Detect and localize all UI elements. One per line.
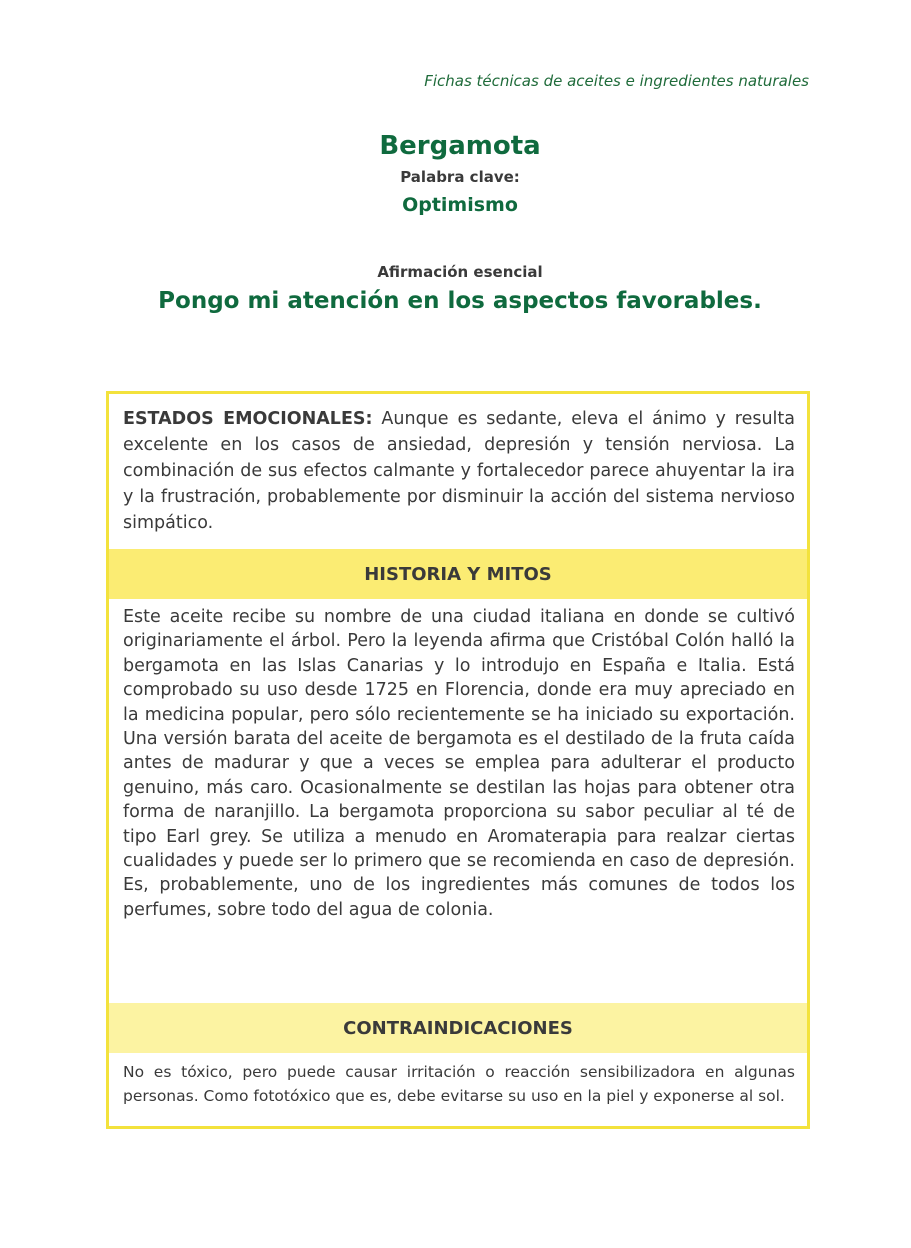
affirmation-label: Afirmación esencial <box>377 263 543 281</box>
history-text: Este aceite recibe su nombre de una ciudad italiana en donde se cultivó originariamente el árbol. Pero la leyenda afirma que Cristóbal Colón halló la bergamota en las Islas Canarias y lo introdujo en España e Italia. Está comprobado su uso desde 1725 en Florencia, donde era muy apreciado en la medicina popular, pero sólo recientemente se ha iniciado su exportación. Una versión barata del aceite de bergamota es el destilado de la fruta caída antes de madurar y que a veces se emplea para adulterar el producto genuino, más caro. Ocasionalmente se destilan las hojas para obtener otra forma de naranjillo. La bergamota proporciona su sabor peculiar al té de tipo Earl grey. Se utiliza a menudo en Aromaterapia para realzar ciertas cualidades y puede ser lo primero que se recomienda en caso de depresión. Es, probablemente, uno de los ingredientes más comunes de todos los perfumes, sobre todo del agua de colonia. <box>123 607 795 920</box>
entry-title-block <box>0 128 911 218</box>
affirmation-block <box>0 261 911 317</box>
keyword-value: Optimismo <box>402 194 518 216</box>
emotional-states-paragraph <box>123 406 795 536</box>
page-title: Bergamota <box>379 131 541 161</box>
keyword-label: Palabra clave: <box>400 168 520 186</box>
info-card <box>106 391 810 1129</box>
emotional-states-heading: ESTADOS EMOCIONALES: <box>123 409 373 429</box>
history-heading: HISTORIA Y MITOS <box>364 563 552 585</box>
history-heading-band <box>109 549 807 599</box>
contraindications-text: No es tóxico, pero puede causar irritación o reacción sensibilizadora en algunas personas. Como fototóxico que es, debe evitarse su uso en la piel y exponerse al sol. <box>123 1063 795 1105</box>
contraindications-heading: CONTRAINDICACIONES <box>343 1017 573 1039</box>
running-header: Fichas técnicas de aceites e ingredientes naturales <box>424 72 809 90</box>
contraindications-heading-band <box>109 1003 807 1053</box>
emotional-states-text: Aunque es sedante, eleva el ánimo y resulta excelente en los casos de ansiedad, depresión y tensión nerviosa. La combinación de sus efectos calmante y fortalecedor parece ahuyentar la ira y la frustración, probablemente por disminuir la acción del sistema nervioso simpático. <box>123 409 795 533</box>
affirmation-text: Pongo mi atención en los aspectos favorables. <box>158 288 762 314</box>
